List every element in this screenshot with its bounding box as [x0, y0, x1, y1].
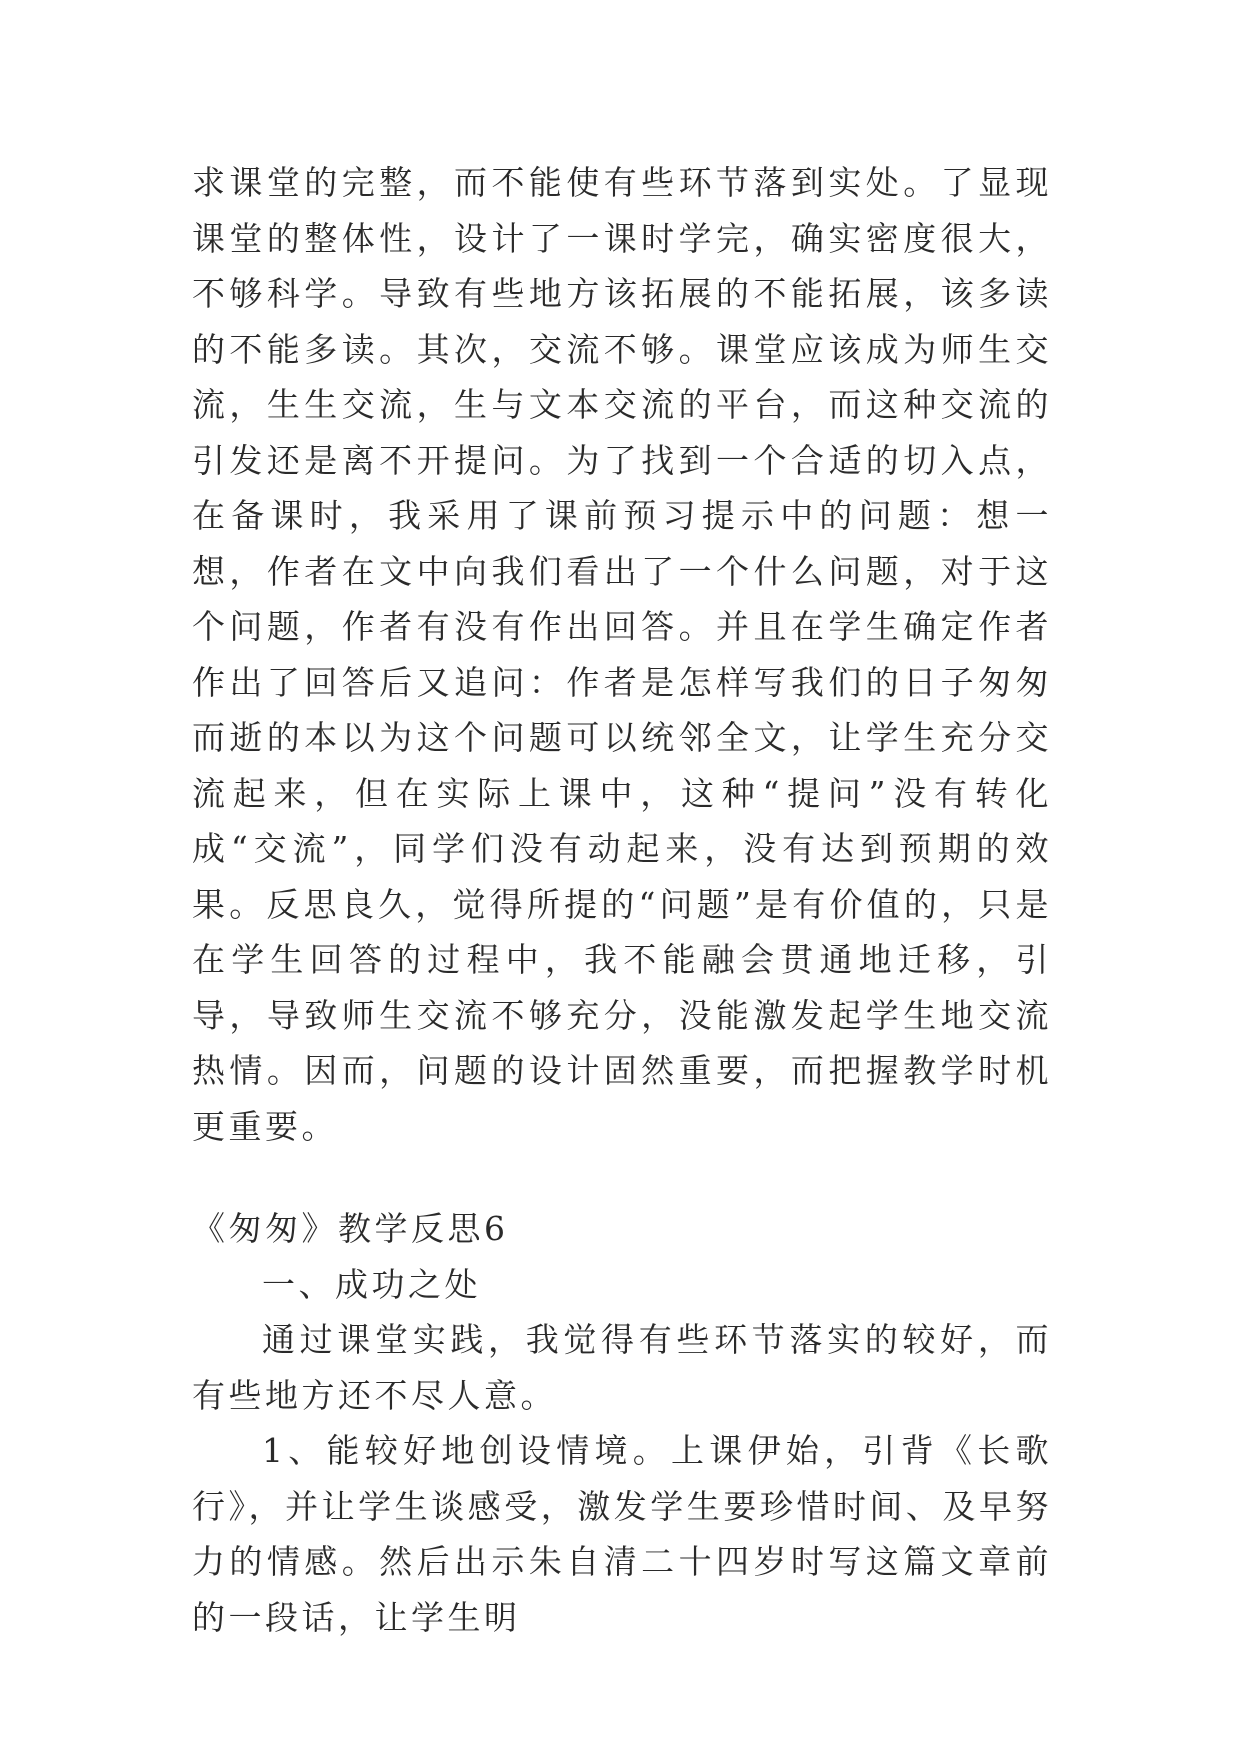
- intro-paragraph: 通过课堂实践，我觉得有些环节落实的较好，而有些地方还不尽人意。: [192, 1320, 1052, 1415]
- subheading: 一、成功之处: [262, 1264, 481, 1304]
- section-title: 《匆匆》教学反思6: [192, 1209, 509, 1248]
- point-1-paragraph: 1、能较好地创设情境。上课伊始，引背《长歌行》，并让学生谈感受，激发学生要珍惜时间、及早努力的情感。然后出示朱自清二十四岁时写这篇文章前的一段话，让学生明: [192, 1431, 1052, 1637]
- continued-paragraph: 求课堂的完整，而不能使有些环节落到实处。了显现课堂的整体性，设计了一课时学完，确实密度很大，不够科学。导致有些地方该拓展的不能拓展，该多读的不能多读。其次，交流不够。课堂应该成为师生交流，生生交流，生与文本交流的平台，而这种交流的引发还是离不开提问。为了找到一个合适的切入点，在备课时，我采用了课前预习提示中的问题：想一想，作者在文中向我们看出了一个什么问题，对于这个问题，作者有没有作出回答。并且在学生确定作者作出了回答后又追问：作者是怎样写我们的日子匆匆而逝的本以为这个问题可以统邻全文，让学生充分交流起来，但在实际上课中，这种“提问”没有转化成“交流”，同学们没有动起来，没有达到预期的效果。反思良久，觉得所提的“问题”是有价值的，只是在学生回答的过程中，我不能融会贯通地迁移，引导，导致师生交流不够充分，没能激发起学生地交流热情。因而，问题的设计固然重要，而把握教学时机更重要。: [192, 163, 1052, 1146]
- document-page: [192, 155, 1052, 1645]
